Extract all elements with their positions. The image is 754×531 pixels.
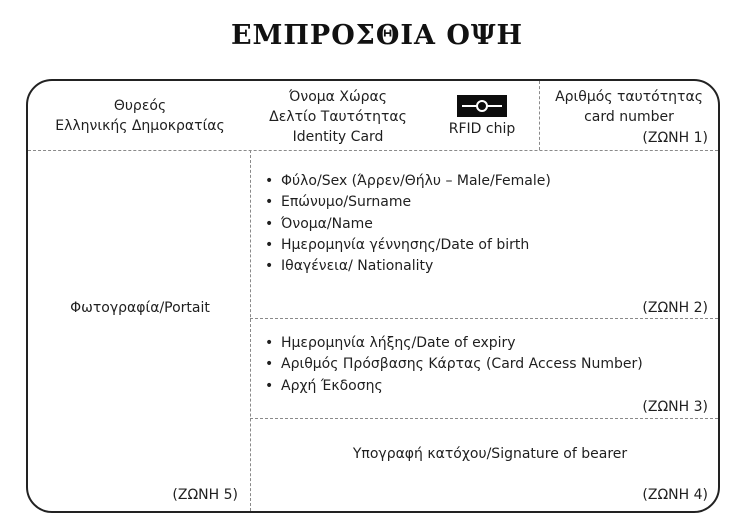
list-item: • Ιθαγένεια/ Nationality [265,256,551,277]
card-number-block [544,87,714,127]
signature-label: Υπογραφή κατόχου/Signature of bearer [352,446,628,462]
country-name-line3: Identity Card [292,129,384,145]
portrait-label: Φωτογραφία/Portait [70,300,210,316]
list-item: • Όνομα/Name [265,214,551,235]
rfid-chip-icon [457,95,507,117]
page-title: ΕΜΠΡΟΣΘΙΑ ΟΨΗ [230,20,524,51]
country-name-line1: Όνομα Χώρας [289,89,387,105]
country-name-line2: Δελτίο Ταυτότητας [269,109,407,125]
photo-divider [250,150,251,511]
coat-of-arms-line1: Θυρεός [113,98,167,114]
zone3-field-list [265,333,643,397]
zone4-label: (ΖΩΝΗ 4) [642,487,708,503]
list-item: • Φύλο/Sex (Άρρεν/Θήλυ – Male/Female) [265,171,551,192]
list-item: • Αριθμός Πρόσβασης Κάρτας (Card Access Number) [265,354,643,375]
list-item: • Ημερομηνία λήξης/Date of expiry [265,333,643,354]
rfid-label: RFID chip [448,121,516,137]
zone2-label: (ΖΩΝΗ 2) [642,300,708,316]
list-item: • Αρχή Έκδοσης [265,376,643,397]
zone5-label: (ΖΩΝΗ 5) [172,487,238,503]
list-item: • Ημερομηνία γέννησης/Date of birth [265,235,551,256]
country-name-block [258,87,418,147]
zone2-field-list [265,171,551,277]
coat-of-arms-label [40,96,240,136]
zone2-divider [250,318,718,319]
zone1-divider [28,150,718,151]
coat-of-arms-line2: Ελληνικής Δημοκρατίας [55,118,225,134]
card-number-divider [539,81,540,150]
zone1-label: (ΖΩΝΗ 1) [642,130,708,146]
list-item: • Επώνυμο/Surname [265,192,551,213]
zone3-label: (ΖΩΝΗ 3) [642,399,708,415]
card-number-line2: card number [584,109,674,125]
card-number-line1: Αριθμός ταυτότητας [555,89,703,105]
zone3-divider [250,418,718,419]
